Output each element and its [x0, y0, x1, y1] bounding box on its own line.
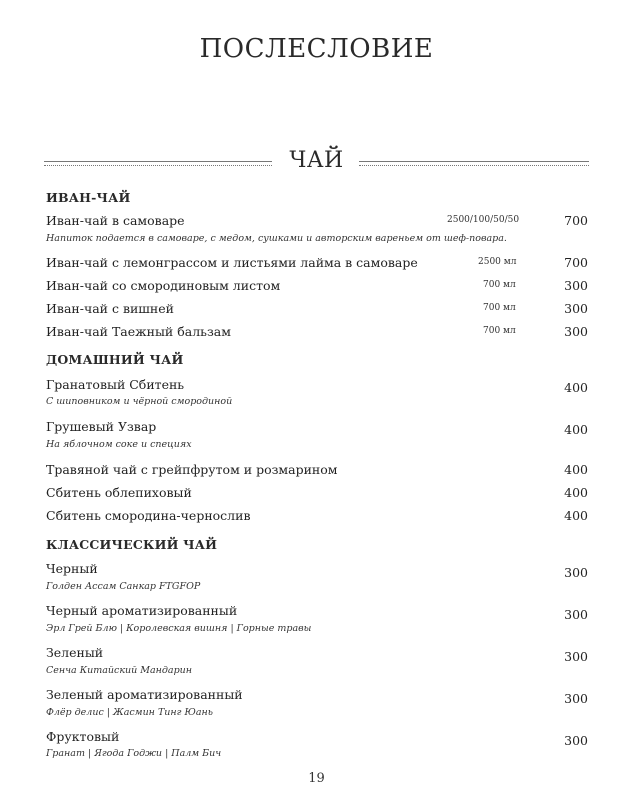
menu-item — [46, 508, 588, 526]
item-name: Сбитень облепиховый — [46, 485, 192, 500]
menu-item — [46, 485, 588, 503]
item-name: Гранатовый Сбитень — [46, 377, 185, 392]
item-description: Флёр делис | Жасмин Тинг Юань — [46, 707, 213, 718]
item-price: 400 — [564, 422, 588, 437]
menu-item — [46, 278, 588, 296]
item-name: Иван-чай Таежный бальзам — [46, 324, 231, 339]
item-price: 700 — [564, 255, 588, 270]
item-price: 300 — [564, 649, 588, 664]
item-price: 300 — [564, 691, 588, 706]
menu-item — [46, 377, 588, 395]
page-number: 19 — [308, 771, 325, 786]
item-name: Травяной чай с грейпфрутом и розмарином — [46, 462, 338, 477]
item-price: 300 — [564, 301, 588, 316]
item-name: Иван-чай с лемонграссом и листьями лайма в самоваре — [46, 255, 418, 270]
menu-item — [46, 255, 588, 273]
item-name: Сбитень смородина-чернослив — [46, 508, 251, 523]
category-title: ДОМАШНИЙ ЧАЙ — [46, 352, 184, 367]
item-price: 400 — [564, 380, 588, 395]
menu-item — [46, 645, 588, 663]
item-description: На яблочном соке и специях — [46, 439, 192, 450]
item-volume: 700 мл — [483, 303, 516, 313]
item-price: 700 — [564, 213, 588, 228]
item-name: Черный — [46, 561, 98, 576]
section-title: ЧАЙ — [289, 148, 344, 173]
menu-item — [46, 603, 588, 621]
section-divider — [44, 148, 589, 180]
menu-item — [46, 687, 588, 705]
item-name: Зеленый — [46, 645, 104, 660]
category-title: ИВАН-ЧАЙ — [46, 190, 131, 205]
item-name: Иван-чай с вишней — [46, 301, 174, 316]
item-description: Эрл Грей Блю | Королевская вишня | Горные травы — [46, 623, 312, 634]
menu-item — [46, 729, 588, 747]
item-name: Зеленый ароматизированный — [46, 687, 243, 702]
item-name: Фруктовый — [46, 729, 120, 744]
item-name: Иван-чай в самоваре — [46, 213, 185, 228]
menu-item — [46, 301, 588, 319]
menu-item — [46, 324, 588, 342]
menu-item — [46, 419, 588, 437]
item-price: 300 — [564, 565, 588, 580]
item-description: Сенча Китайский Мандарин — [46, 665, 193, 676]
item-description: Голден Ассам Санкар FTGFOP — [46, 581, 201, 592]
item-price: 300 — [564, 607, 588, 622]
item-volume: 700 мл — [483, 280, 516, 290]
item-name: Иван-чай со смородиновым листом — [46, 278, 281, 293]
item-price: 400 — [564, 508, 588, 523]
menu-item — [46, 462, 588, 480]
item-price: 300 — [564, 324, 588, 339]
item-volume: 700 мл — [483, 326, 516, 336]
item-description: Гранат | Ягода Годжи | Палм Бич — [46, 748, 222, 759]
item-description: Напиток подается в самоваре, с медом, сушками и авторским вареньем от шеф-повара. — [46, 233, 507, 244]
item-price: 400 — [564, 485, 588, 500]
item-price: 300 — [564, 733, 588, 748]
item-volume: 2500 мл — [478, 257, 517, 267]
menu-item — [46, 213, 588, 231]
category-title: КЛАССИЧЕСКИЙ ЧАЙ — [46, 537, 218, 552]
divider-line-right — [359, 161, 589, 166]
item-name: Черный ароматизированный — [46, 603, 238, 618]
item-description: С шиповником и чёрной смородиной — [46, 396, 233, 407]
item-name: Грушевый Узвар — [46, 419, 157, 434]
item-volume: 2500/100/50/50 — [447, 215, 520, 225]
item-price: 400 — [564, 462, 588, 477]
item-price: 300 — [564, 278, 588, 293]
menu-item — [46, 561, 588, 579]
page-title: ПОСЛЕСЛОВИЕ — [199, 34, 434, 64]
